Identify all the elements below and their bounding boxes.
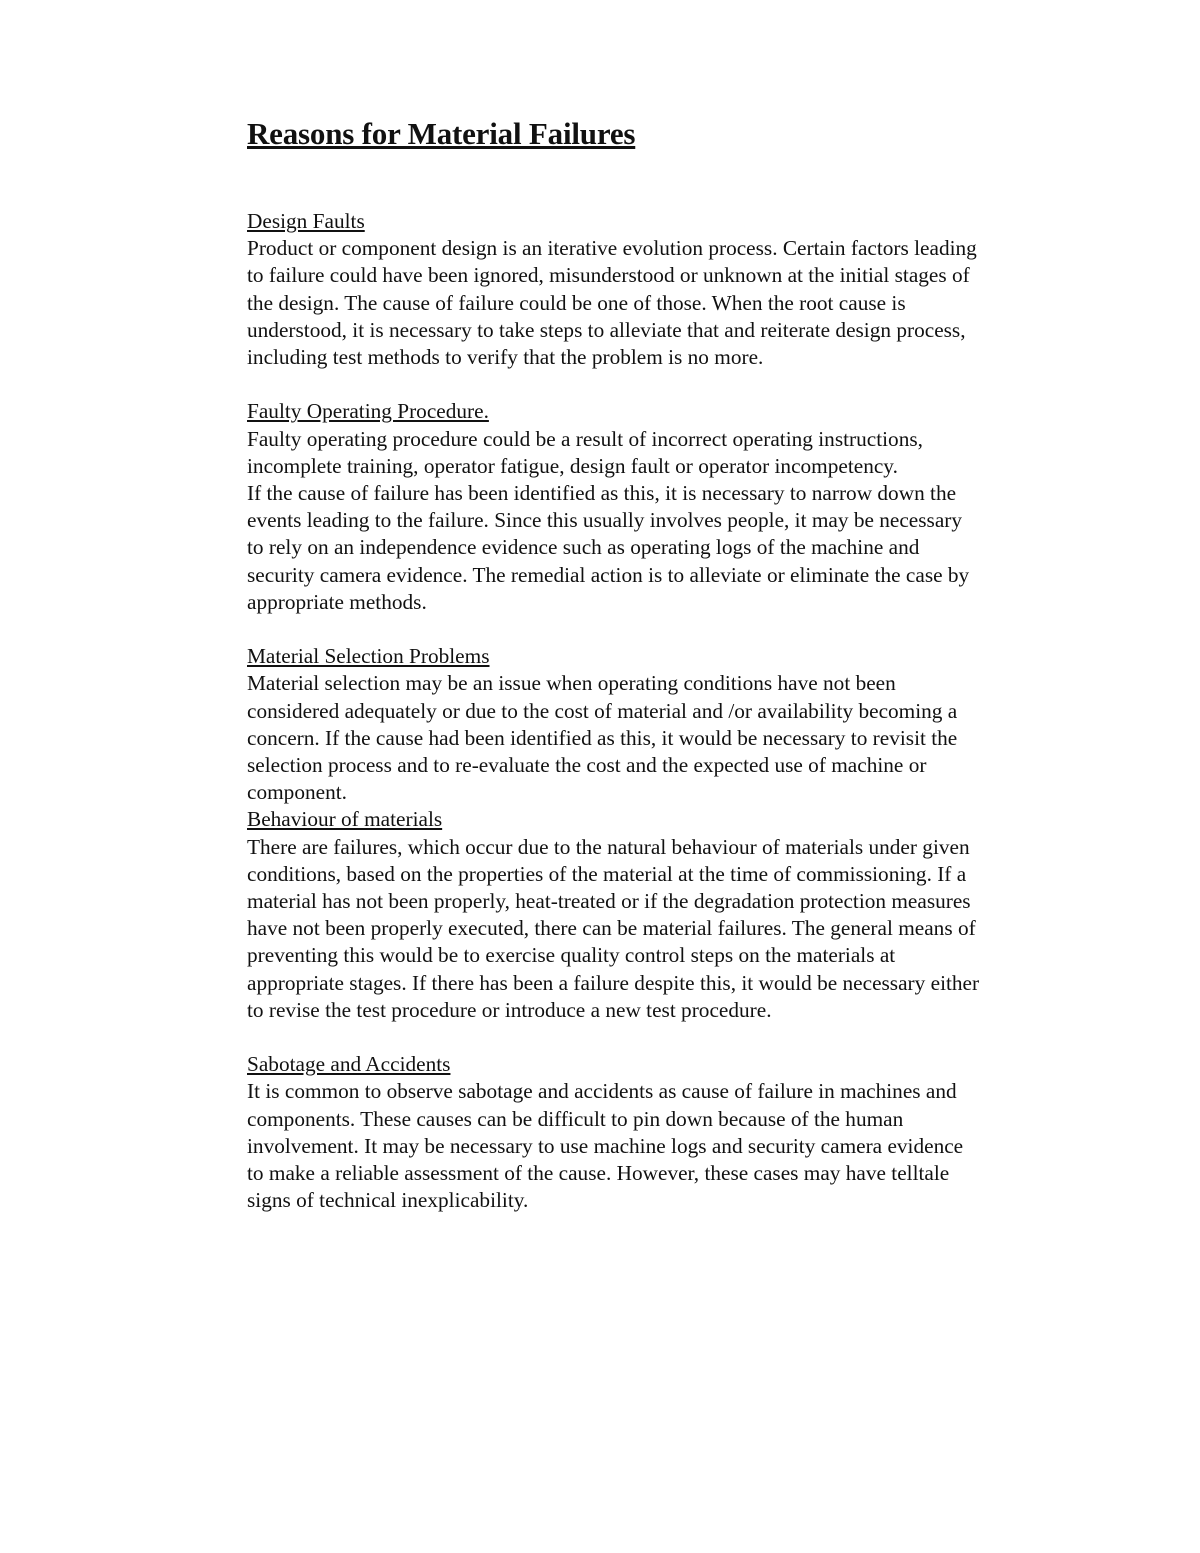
section-heading: Sabotage and Accidents — [247, 1052, 451, 1077]
section-paragraph: There are failures, which occur due to the natural behaviour of materials under given conditions, based on the properties of the material at the time of commissioning. If a material has not been properly, heat-treated or if the degradation protection measures have not been properly executed, there can be material failures. The general means of preventing this would be to exercise quality control steps on the materials at appropriate stages. If there has been a failure despite this, it would be necessary either to revise the test procedure or introduce a new test procedure. — [247, 834, 980, 1022]
spacer — [247, 371, 1077, 398]
spacer — [247, 1024, 1077, 1051]
section-heading: Material Selection Problems — [247, 644, 490, 669]
section-paragraph: It is common to observe sabotage and accidents as cause of failure in machines and components. These causes can be difficult to pin down because of the human involvement. It may be necessary to use machine logs and security camera evidence to make a reliable assessment of the cause. However, these cases may have telltale signs of technical inexplicability. — [247, 1079, 964, 1213]
section-behaviour-of-materials — [247, 806, 1077, 1024]
section-design-faults — [247, 208, 1077, 371]
section-paragraph: Faulty operating procedure could be a result of incorrect operating instructions, incomplete training, operator fatigue, design fault or operator incompetency. — [247, 426, 923, 478]
section-material-selection-problems — [247, 643, 1077, 806]
spacer — [247, 156, 1077, 208]
spacer — [247, 616, 1077, 643]
section-paragraph: If the cause of failure has been identified as this, it is necessary to narrow down the events leading to the failure. Since this usually involves people, it may be necessary to rely on an independence evidence such as operating logs of the machine and security camera evidence. The remedial action is to alleviate or eliminate the case by appropriate methods. — [247, 481, 970, 614]
section-sabotage-and-accidents — [247, 1051, 1077, 1214]
document-page — [247, 112, 1077, 1214]
section-heading: Behaviour of materials — [247, 807, 443, 832]
section-heading: Faulty Operating Procedure. — [247, 399, 489, 424]
document-title: Reasons for Material Failures — [247, 116, 636, 151]
section-faulty-operating-procedure — [247, 398, 1077, 616]
section-paragraph: Material selection may be an issue when operating conditions have not been considered adequately or due to the cost of material and /or availability becoming a concern. If the cause had been identified as this, it would be necessary to revisit the selection process and to re-evaluate the cost and the expected use of machine or component. — [247, 671, 958, 805]
section-heading: Design Faults — [247, 209, 365, 233]
section-paragraph: Product or component design is an iterative evolution process. Certain factors leading to failure could have been ignored, misunderstood or unknown at the initial stages of the design. The cause of failure could be one of those. When the root cause is understood, it is necessary to take steps to alleviate that and reiterate design process, including test methods to verify that the problem is no more. — [247, 236, 977, 370]
